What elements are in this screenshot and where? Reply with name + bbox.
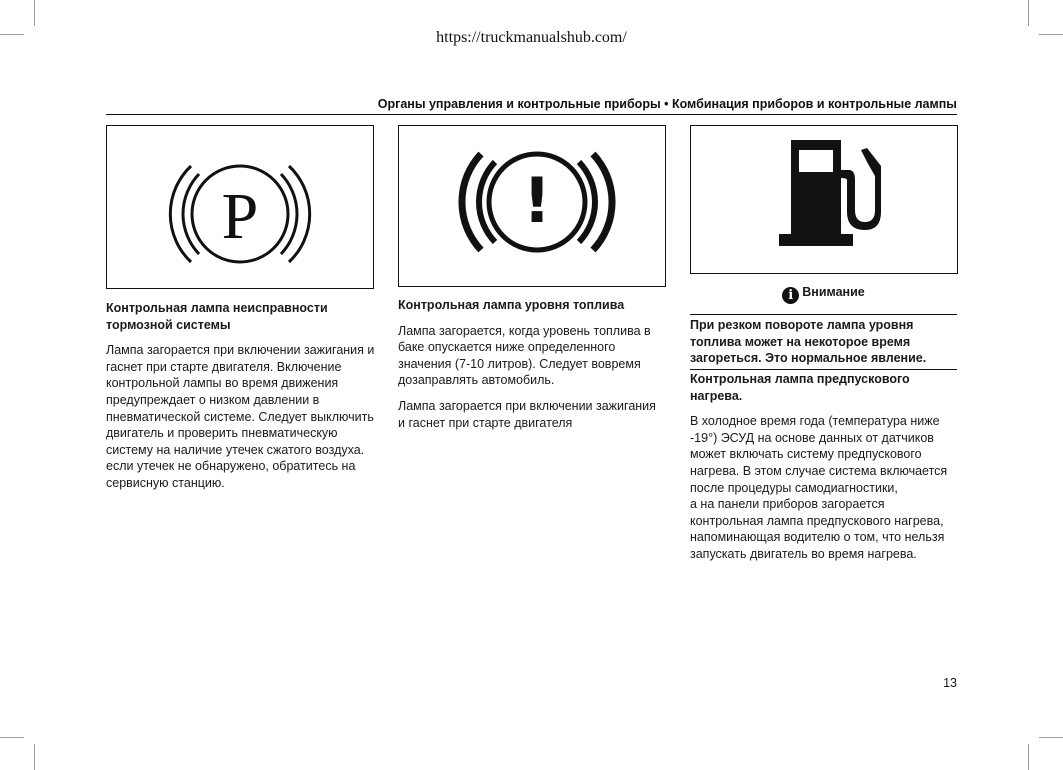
crop-mark — [0, 737, 24, 738]
crop-mark — [34, 744, 35, 770]
body-line: может включать систему предпускового — [690, 447, 922, 462]
page-number: 13 — [943, 676, 957, 690]
attention-label: Внимание — [802, 285, 865, 299]
body-line: нагрева. В этом случае система включается — [690, 463, 948, 478]
fuel-level-image — [690, 125, 958, 274]
crop-mark — [34, 0, 35, 26]
parking-letter: P — [221, 180, 259, 253]
info-icon: i — [782, 287, 799, 304]
source-url[interactable]: https://truckmanualshub.com/ — [436, 29, 627, 46]
brake-warning-image — [398, 125, 666, 287]
body-line: после процедуры самодиагностики, — [690, 480, 898, 495]
body-text: Лампа загорается при включении зажигания и гаснет при старте двигателя — [398, 398, 656, 430]
brake-system-warning-icon — [399, 126, 665, 286]
section-heading: Контрольная лампа уровня топлива — [398, 298, 625, 312]
column-fuel-lamp — [398, 297, 664, 440]
header-rule — [106, 114, 957, 115]
attention-note: При резком повороте лампа уровня топлива может на некоторое время загореться. Это нормальное явление. — [690, 314, 957, 370]
body-line: напоминающая водителю о том, что нельзя — [690, 530, 945, 545]
body-line: В холодное время года (температура ниже — [690, 414, 940, 429]
body-line: а на панели приборов загорается — [690, 497, 885, 512]
fuel-pump-icon — [691, 126, 957, 273]
parking-brake-icon — [107, 126, 373, 288]
body-line: -19°) ЭСУД на основе данных от датчиков — [690, 430, 934, 445]
section-heading: Контрольная лампа предпускового нагрева. — [690, 372, 910, 403]
body-line: контрольная лампа предпускового нагрева, — [690, 513, 944, 528]
body-text: Лампа загорается, когда уровень топлива в баке опускается ниже определенного значения (7-10 литров). Следует вовремя дозаправлять автомобиль. — [398, 323, 651, 388]
column-brake-lamp — [106, 300, 378, 501]
column-preheat-lamp — [690, 371, 957, 563]
body-text: Лампа загорается при включении зажигания и гаснет при старте двигателя. Включение контрольной лампы во время движения предупреждает о низком давлении в пневматической системе. Следует выключить двигатель и проверить пневматическую систему на наличие утечек сжатого воздуха. если утечек не обнаружено, обратитесь на сервисную станцию. — [106, 343, 375, 490]
body-line: запускать двигатель во время нагрева. — [690, 546, 917, 561]
attention-label-row — [690, 285, 957, 304]
crop-mark — [1039, 737, 1063, 738]
section-heading: Контрольная лампа неисправности тормозной системы — [106, 301, 328, 332]
crop-mark — [1028, 744, 1029, 770]
crop-mark — [1028, 0, 1029, 26]
parking-brake-image — [106, 125, 374, 289]
warning-mark: ! — [522, 164, 552, 237]
body-text — [690, 413, 957, 562]
running-header: Органы управления и контрольные приборы • Комбинация приборов и контрольные лампы — [377, 97, 957, 111]
